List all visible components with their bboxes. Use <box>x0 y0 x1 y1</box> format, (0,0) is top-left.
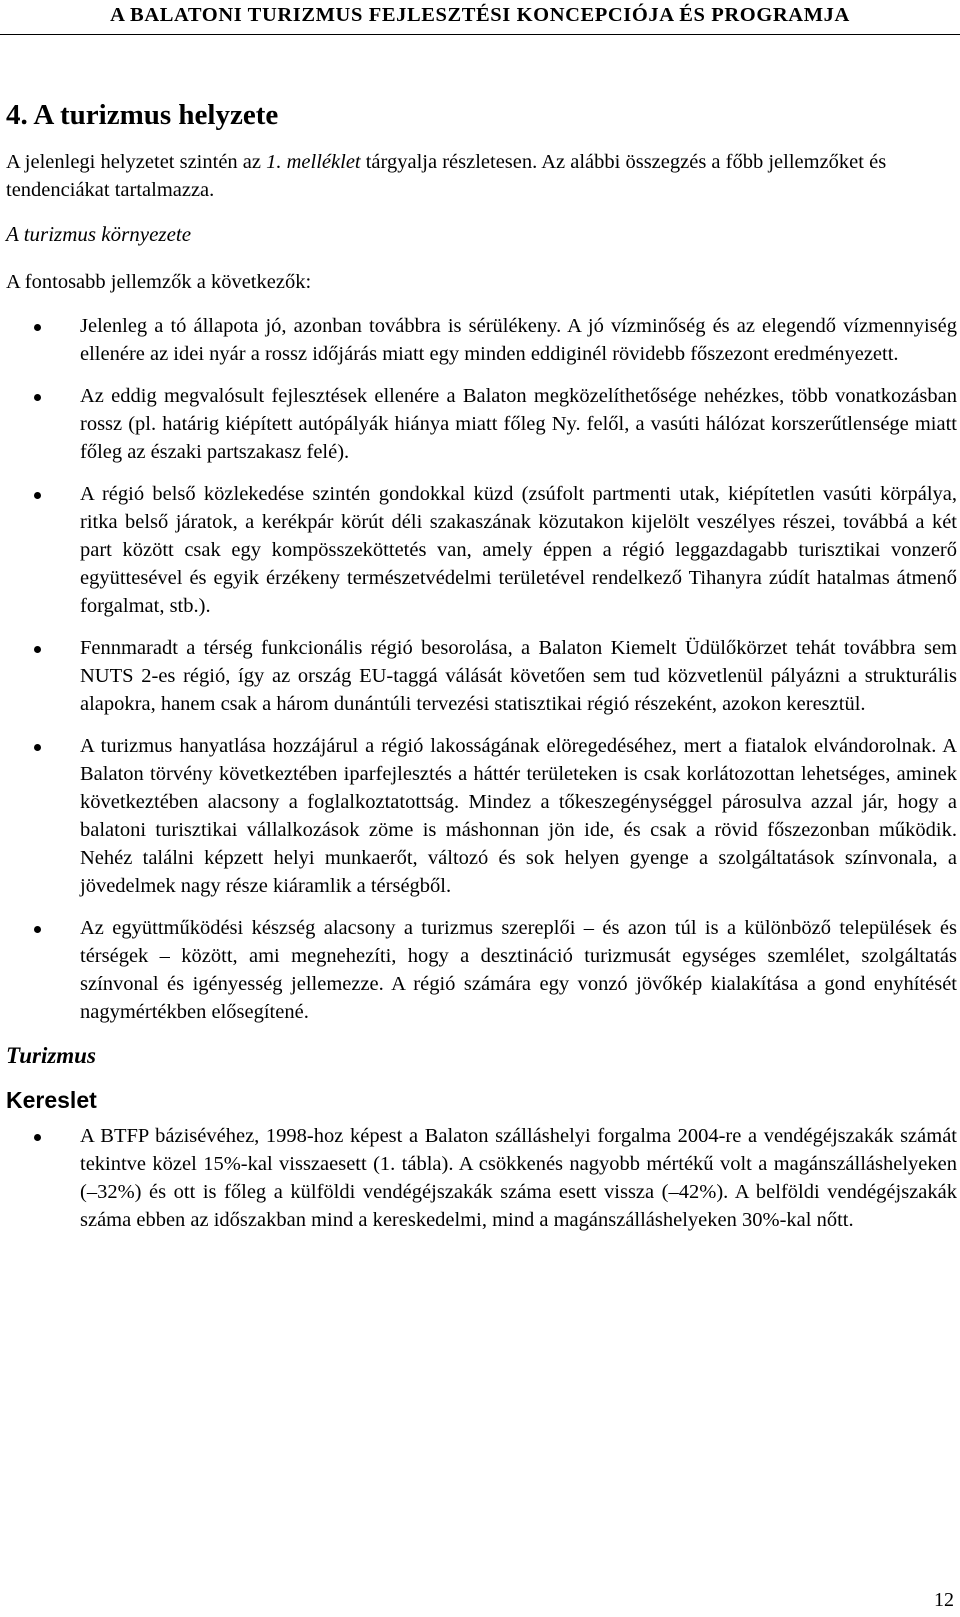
intro-text-end: tárgyalja részletesen. Az alábbi összegzés a főbb jellemzőket és tendenciákat tartalmazza. <box>6 151 887 201</box>
list-item <box>6 914 957 1026</box>
environment-bullet-list <box>6 312 956 1026</box>
subsection-title-environment: A turizmus környezete <box>6 222 192 246</box>
running-header-title: A BALATONI TURIZMUS FEJLESZTÉSI KONCEPCIÓJA ÉS PROGRAMJA <box>110 4 850 26</box>
list-item <box>6 634 957 718</box>
bullet-icon <box>34 744 41 751</box>
environment-lead: A fontosabb jellemzők a következők: <box>6 271 312 293</box>
section-title: 4. A turizmus helyzete <box>6 99 279 131</box>
subsection-title-demand: Kereslet <box>6 1087 97 1113</box>
list-item <box>6 382 957 466</box>
list-item-text: Jelenleg a tó állapota jó, azonban továbbra is sérülékeny. A jó vízminőség és az elegendő vízmennyiség ellenére az idei nyár a rossz időjárás miatt egy minden eddiginél rövidebb főszezont eredményezett. <box>80 315 957 365</box>
list-item <box>6 312 957 368</box>
intro-paragraph <box>6 148 956 204</box>
subsection-title-tourism: Turizmus <box>6 1043 96 1068</box>
page-number: 12 <box>934 1589 954 1611</box>
list-item <box>6 480 957 620</box>
intro-text-start: A jelenlegi helyzetet szintén az <box>6 151 267 173</box>
bullet-icon <box>34 394 41 401</box>
bullet-icon <box>34 324 41 331</box>
list-item-text: Az együttműködési készség alacsony a turizmus szereplői – és azon túl is a különböző települések és térségek – között, ami megnehezíti, hogy a desztináció turizmusát egységes szemlélet, szolgáltatás színvonal és igényesség jellemezze. A régió számára egy vonzó jövőkép kialakítása a gond enyhítését nagymértékben elősegítené. <box>80 917 957 1023</box>
list-item <box>6 732 957 900</box>
bullet-icon <box>34 646 41 653</box>
list-item-text: A régió belső közlekedése szintén gondokkal küzd (zsúfolt partmenti utak, kiépítetlen vasúti körpálya, ritka belső járatok, a kerékpár körút déli szakaszának közutakon kijelölt veszélyes részei, továbbá a két part között csak egy kompösszeköttetés van, amely éppen a régió leggazdagabb turisztikai vonzerő együttesével és egyik érzékeny természetvédelmi területével rendelkező Tihanyra zúdít hatalmas átmenő forgalmat, stb.). <box>80 483 957 617</box>
list-item <box>6 1122 957 1234</box>
demand-bullet-list <box>6 1122 956 1234</box>
bullet-icon <box>34 1134 41 1141</box>
list-item-text: A turizmus hanyatlása hozzájárul a régió lakosságának elöregedéséhez, mert a fiatalok elvándorolnak. A Balaton törvény következtében iparfejlesztés a háttér területeken is csak korlátozottan lehetséges, aminek következtében alacsony a foglalkoztatottság. Mindez a tőkeszegénységgel párosulva azzal jár, hogy a balatoni turisztikai vállalkozások zöme is máshonnan jön ide, és csak a rövid főszezonban működik. Nehéz találni képzett helyi munkaerőt, változó és sok helyen gyenge a szolgáltatások színvonala, a jövedelmek nagy része kiáramlik a térségből. <box>80 735 957 897</box>
bullet-icon <box>34 926 41 933</box>
bullet-icon <box>34 492 41 499</box>
list-item-text: Az eddig megvalósult fejlesztések ellenére a Balaton megközelíthetősége nehézkes, több vonatkozásban rossz (pl. határig kiépített autópályák hiánya miatt főleg Ny. felől, a vasúti hálózat korszerűtlensége miatt főleg az északi partszakasz felé). <box>80 385 957 463</box>
intro-italic-reference: 1. melléklet <box>266 151 361 173</box>
list-item-text: A BTFP bázisévéhez, 1998-hoz képest a Balaton szálláshelyi forgalma 2004-re a vendégéjszakák számát tekintve közel 15%-kal visszaesett (1. tábla). A csökkenés nagyobb mértékű volt a magánszálláshelyeken (–32%) és ott is főleg a külföldi vendégéjszakák száma esett vissza (–42%). A belföldi vendégéjszakák száma ebben az időszakban mind a kereskedelmi, mind a magánszálláshelyeken 30%-kal nőtt. <box>80 1125 957 1231</box>
page-content <box>6 98 956 1248</box>
list-item-text: Fennmaradt a térség funkcionális régió besorolása, a Balaton Kiemelt Üdülőkörzet tehát továbbra sem NUTS 2-es régió, így az ország EU-taggá válását követően sem tud közvetlenül pályázni a strukturális alapokra, hanem csak a három dunántúli tervezési statisztikai régió részeként, azokon keresztül. <box>80 637 957 715</box>
running-header <box>0 0 960 35</box>
